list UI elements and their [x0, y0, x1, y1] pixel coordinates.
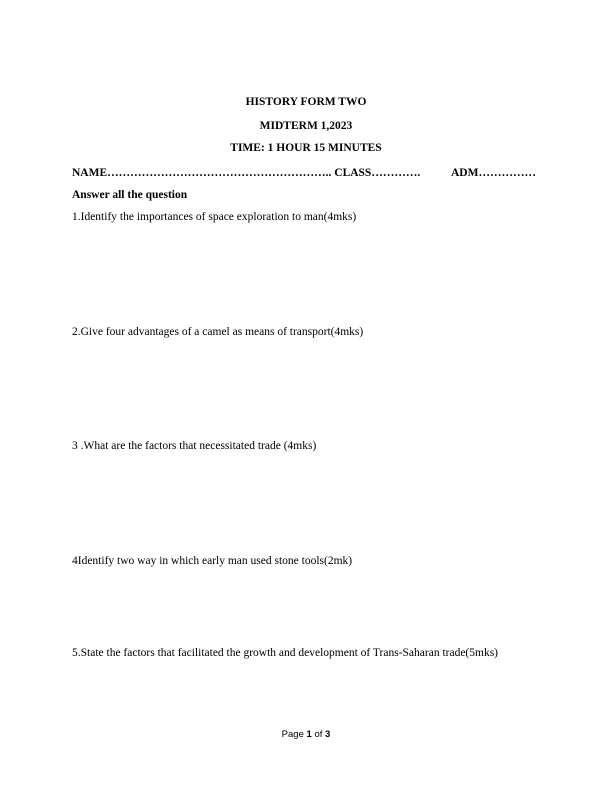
question-3: 3 .What are the factors that necessitated trade (4mks) [72, 440, 317, 452]
question-1: 1.Identify the importances of space exploration to man(4mks) [72, 211, 357, 223]
question-4: 4Identify two way in which early man used stone tools(2mk) [72, 555, 353, 567]
total-pages-number: 3 [325, 729, 331, 740]
exam-duration: TIME: 1 HOUR 15 MINUTES [230, 142, 382, 154]
instructions: Answer all the question [72, 189, 188, 201]
question-2: 2.Give four advantages of a camel as means of transport(4mks) [72, 326, 364, 338]
page-footer [0, 729, 612, 741]
adm-field[interactable]: ADM…………… [451, 167, 536, 179]
name-class-field[interactable]: NAME………………………………………………….. CLASS…………. [72, 167, 421, 179]
page-of-label: of [314, 729, 323, 740]
exam-title: HISTORY FORM TWO [245, 96, 367, 108]
exam-session: MIDTERM 1,2023 [259, 120, 353, 132]
current-page-number: 1 [306, 729, 312, 740]
page-label: Page [281, 729, 304, 740]
question-5: 5.State the factors that facilitated the growth and development of Trans-Saharan trade(5mks) [72, 647, 499, 659]
